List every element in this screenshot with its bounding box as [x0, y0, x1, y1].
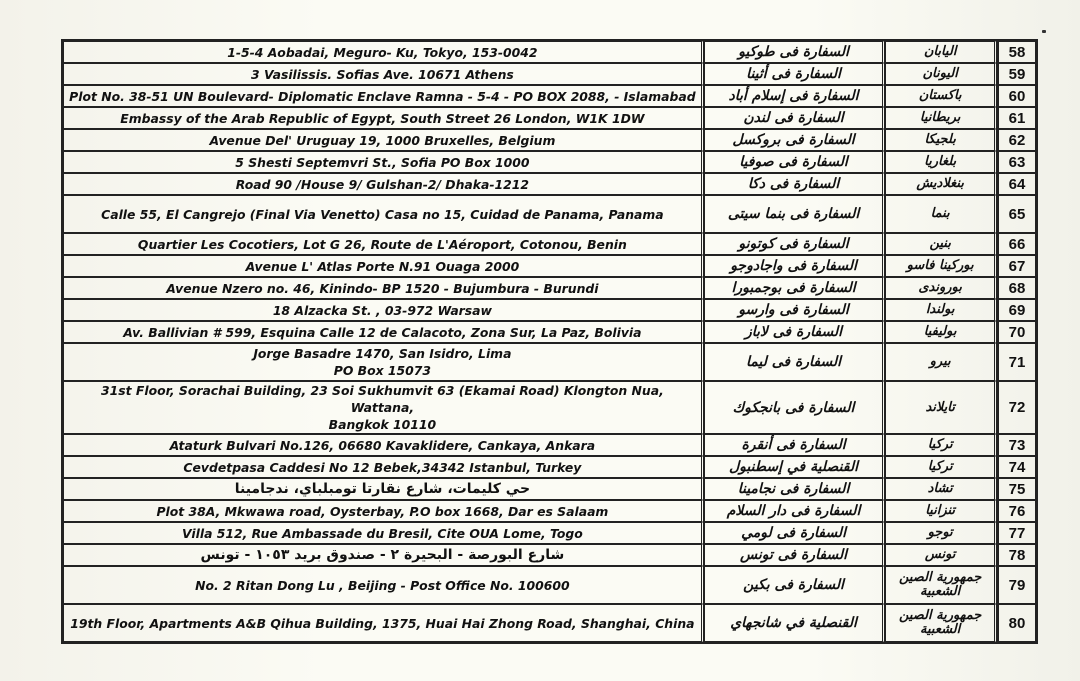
address-cell — [63, 195, 704, 233]
table-row — [63, 173, 1036, 195]
address-line: Jorge Basadre 1470, San Isidro, Lima — [253, 346, 512, 361]
embassy-cell: السفارة فى بروكسل — [704, 129, 885, 151]
table-row — [63, 456, 1036, 478]
address-line-2: PO Box 15073 — [333, 363, 432, 378]
embassy-cell: القنصلية في إسطنبول — [704, 456, 885, 478]
address-cell — [63, 456, 704, 478]
row-number-cell: 71 — [997, 343, 1036, 381]
address-line: شارع البورصة - البحيرة ٢ - صندوق بريد ١٠٥٣ - تونس — [200, 546, 565, 563]
table-row — [63, 299, 1036, 321]
row-number-cell: 62 — [997, 129, 1036, 151]
table-row — [63, 434, 1036, 456]
row-number-cell: 73 — [997, 434, 1036, 456]
row-number-cell: 68 — [997, 277, 1036, 299]
row-number-cell: 72 — [997, 381, 1036, 434]
address-line: 31st Floor, Sorachai Building, 23 Soi Sukhumvit 63 (Ekamai Road) Klongton Nua, Wattana, — [101, 383, 664, 415]
country-cell: تونس — [885, 544, 997, 566]
table-row — [63, 321, 1036, 343]
country-cell: بيرو — [885, 343, 997, 381]
scan-mark — [1042, 30, 1046, 33]
address-cell — [63, 63, 704, 85]
address-line: Avenue Nzero no. 46, Kinindo- BP 1520 - Bujumbura - Burundi — [166, 280, 599, 296]
country-cell: بلجيكا — [885, 129, 997, 151]
country-cell: تايلاند — [885, 381, 997, 434]
address-cell — [63, 478, 704, 500]
table-row — [63, 129, 1036, 151]
row-number-cell: 65 — [997, 195, 1036, 233]
row-number-cell: 64 — [997, 173, 1036, 195]
address-cell — [63, 299, 704, 321]
table-row — [63, 544, 1036, 566]
address-line: 18 Alzacka St. , 03-972 Warsaw — [272, 302, 492, 318]
embassy-cell: السفارة فى بكين — [704, 566, 885, 604]
row-number-cell: 79 — [997, 566, 1036, 604]
address-cell — [63, 129, 704, 151]
address-line: حي كليمات، شارع نقارتا تومبلباي، ندجامينا — [234, 480, 531, 497]
embassy-cell: السفارة فى دار السلام — [704, 500, 885, 522]
row-number-cell: 76 — [997, 500, 1036, 522]
address-cell — [63, 233, 704, 255]
embassy-cell: القنصلية في شانجهاي — [704, 604, 885, 642]
table-row — [63, 381, 1036, 434]
embassy-cell: السفارة فى بانجكوك — [704, 381, 885, 434]
address-cell — [63, 381, 704, 434]
address-line: 1-5-4 Aobadai, Meguro- Ku, Tokyo, 153-0042 — [227, 44, 538, 60]
embassy-cell: السفارة فى دكا — [704, 173, 885, 195]
row-number-cell: 67 — [997, 255, 1036, 277]
row-number-cell: 59 — [997, 63, 1036, 85]
address-line: 19th Floor, Apartments A&B Qihua Building, 1375, Huai Hai Zhong Road, Shanghai, China — [70, 615, 695, 631]
address-cell — [63, 544, 704, 566]
address-cell — [63, 277, 704, 299]
embassy-cell: السفارة فى إسلام أباد — [704, 85, 885, 107]
address-line: No. 2 Ritan Dong Lu , Beijing - Post Office No. 100600 — [195, 577, 570, 593]
embassy-cell: السفارة فى لاباز — [704, 321, 885, 343]
embassy-cell: السفارة فى لومي — [704, 522, 885, 544]
row-number-cell: 61 — [997, 107, 1036, 129]
row-number-cell: 77 — [997, 522, 1036, 544]
table-row — [63, 85, 1036, 107]
country-cell: بولندا — [885, 299, 997, 321]
address-cell — [63, 434, 704, 456]
embassy-table-body — [63, 41, 1036, 642]
row-number-cell: 69 — [997, 299, 1036, 321]
row-number-cell: 63 — [997, 151, 1036, 173]
address-line: Road 90 /House 9/ Gulshan-2/ Dhaka-1212 — [235, 176, 530, 192]
country-cell: جمهورية الصين الشعبية — [885, 566, 997, 604]
table-row — [63, 255, 1036, 277]
address-line: Embassy of the Arab Republic of Egypt, South Street 26 London, W1K 1DW — [120, 110, 645, 126]
table-row — [63, 63, 1036, 85]
table-row — [63, 277, 1036, 299]
address-cell — [63, 173, 704, 195]
address-line: Cevdetpasa Caddesi No 12 Bebek,34342 Istanbul, Turkey — [183, 459, 582, 475]
address-cell — [63, 522, 704, 544]
address-cell — [63, 500, 704, 522]
address-line: Plot 38A, Mkwawa road, Oysterbay, P.O box 1668, Dar es Salaam — [156, 503, 609, 519]
country-cell: بلغاريا — [885, 151, 997, 173]
table-row — [63, 151, 1036, 173]
address-line: 3 Vasilissis. Sofias Ave. 10671 Athens — [251, 66, 514, 82]
table-row — [63, 41, 1036, 63]
embassy-cell: السفارة فى واجادوجو — [704, 255, 885, 277]
address-line: Plot No. 38-51 UN Boulevard- Diplomatic Enclave Ramna - 5-4 - PO BOX 2088, - Islamabad — [69, 88, 696, 104]
country-cell: بوركينا فاسو — [885, 255, 997, 277]
address-cell — [63, 566, 704, 604]
embassy-cell: السفارة فى تونس — [704, 544, 885, 566]
address-cell — [63, 151, 704, 173]
country-cell: بنغلاديش — [885, 173, 997, 195]
address-line: Calle 55, El Cangrejo (Final Via Venetto) Casa no 15, Cuidad de Panama, Panama — [101, 206, 664, 222]
country-cell: بنما — [885, 195, 997, 233]
address-line: Avenue Del' Uruguay 19, 1000 Bruxelles, Belgium — [209, 132, 556, 148]
embassy-cell: السفارة فى لندن — [704, 107, 885, 129]
address-line: Avenue L' Atlas Porte N.91 Ouaga 2000 — [245, 258, 520, 274]
row-number-cell: 66 — [997, 233, 1036, 255]
embassy-cell: السفارة فى أثينا — [704, 63, 885, 85]
table-row — [63, 478, 1036, 500]
address-cell — [63, 321, 704, 343]
row-number-cell: 70 — [997, 321, 1036, 343]
embassy-cell: السفارة فى وارسو — [704, 299, 885, 321]
country-cell: بنين — [885, 233, 997, 255]
address-line: Ataturk Bulvari No.126, 06680 Kavaklidere, Cankaya, Ankara — [169, 437, 596, 453]
table-row — [63, 107, 1036, 129]
table-row — [63, 233, 1036, 255]
embassy-cell: السفارة فى بوجمبورا — [704, 277, 885, 299]
table-row — [63, 522, 1036, 544]
address-line: Villa 512, Rue Ambassade du Bresil, Cite OUA Lome, Togo — [182, 525, 583, 541]
address-line: Av. Ballivian # 599, Esquina Calle 12 de Calacoto, Zona Sur, La Paz, Bolivia — [123, 324, 642, 340]
country-cell: بريطانيا — [885, 107, 997, 129]
row-number-cell: 78 — [997, 544, 1036, 566]
row-number-cell: 75 — [997, 478, 1036, 500]
row-number-cell: 60 — [997, 85, 1036, 107]
embassy-table — [61, 39, 1038, 644]
table-row — [63, 566, 1036, 604]
country-cell: بوليفيا — [885, 321, 997, 343]
embassy-cell: السفارة فى طوكيو — [704, 41, 885, 63]
embassy-cell: السفارة فى كوتونو — [704, 233, 885, 255]
country-cell: تركيا — [885, 434, 997, 456]
embassy-cell: السفارة فى بنما سيتى — [704, 195, 885, 233]
address-cell — [63, 604, 704, 642]
embassy-cell: السفارة فى صوفيا — [704, 151, 885, 173]
table-row — [63, 604, 1036, 642]
country-cell: توجو — [885, 522, 997, 544]
country-cell: باكستان — [885, 85, 997, 107]
country-cell: جمهورية الصين الشعبية — [885, 604, 997, 642]
row-number-cell: 80 — [997, 604, 1036, 642]
address-line: 5 Shesti Septemvri St., Sofia PO Box 1000 — [235, 154, 530, 170]
country-cell: بوروندى — [885, 277, 997, 299]
table-row — [63, 343, 1036, 381]
address-cell — [63, 107, 704, 129]
country-cell: اليونان — [885, 63, 997, 85]
country-cell: اليابان — [885, 41, 997, 63]
address-line: Quartier Les Cocotiers, Lot G 26, Route de L'Aéroport, Cotonou, Benin — [137, 236, 627, 252]
table-row — [63, 500, 1036, 522]
country-cell: تشاد — [885, 478, 997, 500]
address-cell — [63, 255, 704, 277]
table-row — [63, 195, 1036, 233]
embassy-cell: السفارة فى نجامينا — [704, 478, 885, 500]
row-number-cell: 74 — [997, 456, 1036, 478]
address-cell — [63, 85, 704, 107]
embassy-cell: السفارة فى أنقرة — [704, 434, 885, 456]
country-cell: تركيا — [885, 456, 997, 478]
embassy-cell: السفارة فى ليما — [704, 343, 885, 381]
address-cell — [63, 41, 704, 63]
country-cell: تنزانيا — [885, 500, 997, 522]
address-line-2: Bangkok 10110 — [328, 417, 437, 432]
row-number-cell: 58 — [997, 41, 1036, 63]
address-cell — [63, 343, 704, 381]
